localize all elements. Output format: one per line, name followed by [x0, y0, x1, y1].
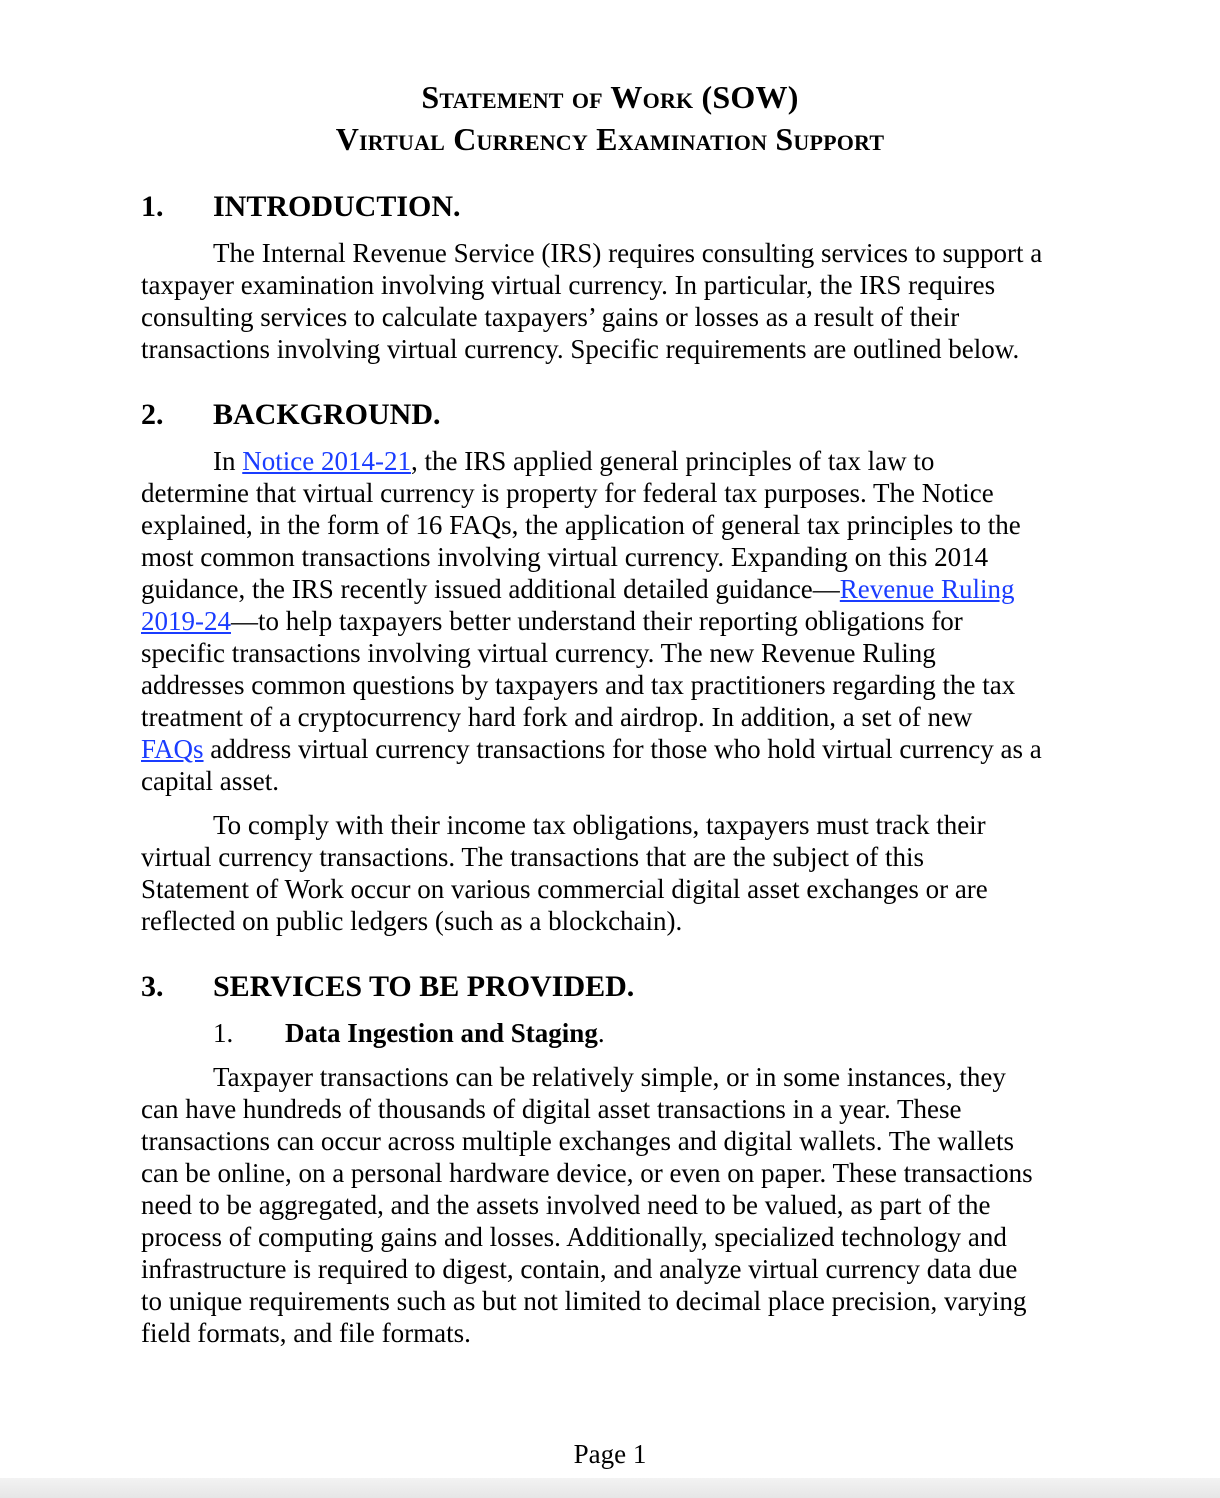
paragraph-line: to unique requirements such as but not limited to decimal place precision, varying: [141, 1286, 1027, 1316]
page-bottom-edge: [0, 1478, 1220, 1498]
section-title: SERVICES TO BE PROVIDED.: [213, 970, 635, 1003]
document-title: [0, 76, 1220, 160]
title-line-2: Virtual Currency Examination Support: [335, 121, 885, 157]
faqs-link[interactable]: FAQs: [141, 734, 204, 764]
title-line-1: Statement of Work (SOW): [421, 79, 799, 115]
section-2-heading: [141, 397, 441, 433]
paragraph-line: field formats, and file formats.: [141, 1318, 471, 1348]
section-number: 1.: [141, 190, 164, 223]
paragraph-line: The Internal Revenue Service (IRS) requires consulting services to support a: [213, 238, 1043, 268]
paragraph-line: most common transactions involving virtual currency. Expanding on this 2014: [141, 542, 989, 572]
paragraph-line: consulting services to calculate taxpayers’ gains or losses as a result of their: [141, 302, 960, 332]
paragraph-line: Taxpayer transactions can be relatively simple, or in some instances, they: [213, 1062, 1006, 1092]
paragraph-line: treatment of a cryptocurrency hard fork and airdrop. In addition, a set of new: [141, 702, 973, 732]
paragraph-line: FAQs address virtual currency transactions for those who hold virtual currency as a: [141, 734, 1042, 764]
section-title: BACKGROUND.: [213, 398, 441, 431]
subsection-heading: 1. Data Ingestion and Staging.: [213, 1018, 605, 1048]
paragraph-line: process of computing gains and losses. Additionally, specialized technology and: [141, 1222, 1007, 1252]
paragraph-line: determine that virtual currency is property for federal tax purposes. The Notice: [141, 478, 994, 508]
revenue-ruling-link[interactable]: Revenue Ruling: [839, 574, 1015, 604]
paragraph-line: taxpayer examination involving virtual currency. In particular, the IRS requires: [141, 270, 996, 300]
paragraph-line: transactions involving virtual currency. Specific requirements are outlined below.: [141, 334, 1020, 364]
subsection-number: 1.: [213, 1018, 234, 1048]
revenue-ruling-number-link[interactable]: 2019-24: [141, 606, 231, 636]
paragraph-line: In Notice 2014-21, the IRS applied general principles of tax law to: [213, 446, 935, 476]
paragraph-line: virtual currency transactions. The transactions that are the subject of this: [141, 842, 924, 872]
paragraph-line: need to be aggregated, and the assets involved need to be valued, as part of the: [141, 1190, 991, 1220]
paragraph-line: Statement of Work occur on various commercial digital asset exchanges or are: [141, 874, 988, 904]
paragraph-line: can be online, on a personal hardware device, or even on paper. These transactions: [141, 1158, 1033, 1188]
background-paragraph-2: [141, 809, 1081, 937]
section-number: 3.: [141, 970, 164, 1003]
paragraph-line: guidance, the IRS recently issued additional detailed guidance—Revenue Ruling: [141, 574, 1015, 604]
paragraph-line: To comply with their income tax obligations, taxpayers must track their: [213, 810, 986, 840]
introduction-paragraph: [141, 237, 1081, 365]
background-paragraph-1: [141, 445, 1081, 797]
paragraph-line: explained, in the form of 16 FAQs, the application of general tax principles to the: [141, 510, 1021, 540]
paragraph-line: infrastructure is required to digest, contain, and analyze virtual currency data due: [141, 1254, 1018, 1284]
subsection-title: Data Ingestion and Staging: [285, 1018, 598, 1048]
paragraph-line: reflected on public ledgers (such as a blockchain).: [141, 906, 683, 936]
page-number: Page 1: [573, 1439, 647, 1469]
section-3-heading: [141, 969, 634, 1005]
paragraph-line: can have hundreds of thousands of digital asset transactions in a year. These: [141, 1094, 962, 1124]
paragraph-line: transactions can occur across multiple exchanges and digital wallets. The wallets: [141, 1126, 1014, 1156]
section-1-heading: [141, 189, 461, 225]
section-number: 2.: [141, 398, 164, 431]
paragraph-line: addresses common questions by taxpayers and tax practitioners regarding the tax: [141, 670, 1016, 700]
services-paragraph: [141, 1061, 1081, 1349]
paragraph-line: capital asset.: [141, 766, 279, 796]
section-title: INTRODUCTION.: [213, 190, 461, 223]
paragraph-line: 2019-24—to help taxpayers better understand their reporting obligations for: [141, 606, 963, 636]
notice-2014-21-link[interactable]: Notice 2014-21: [242, 446, 411, 476]
paragraph-line: specific transactions involving virtual currency. The new Revenue Ruling: [141, 638, 936, 668]
